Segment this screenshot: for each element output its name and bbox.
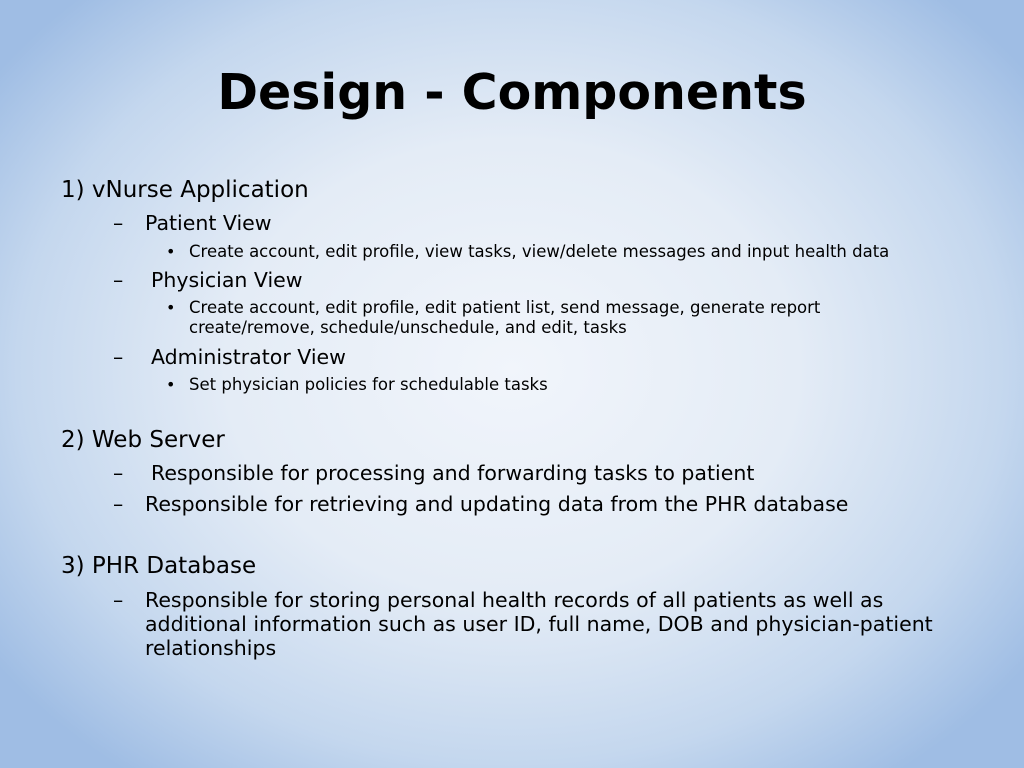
item-administrator-view: Administrator View — [151, 345, 346, 369]
section-heading-web-server: 2) Web Server — [61, 427, 225, 453]
patient-view-detail: Create account, edit profile, view tasks, view/delete messages and input health data — [189, 242, 890, 261]
slide-title: Design - Components — [217, 64, 807, 121]
bullet-marker: • — [166, 242, 176, 261]
item-retrieving-updating: Responsible for retrieving and updating data from the PHR database — [145, 492, 849, 516]
dash-marker: – — [113, 345, 124, 369]
dash-marker: – — [113, 492, 124, 516]
dash-marker: – — [113, 588, 124, 612]
item-storing-records: Responsible for storing personal health records of all patients as well as additional information such as user ID, full name, DOB and physician-patient relationships — [145, 588, 933, 660]
bullet-marker: • — [166, 298, 176, 317]
dash-marker: – — [113, 211, 124, 235]
dash-marker: – — [113, 461, 124, 485]
section-heading-phr-database: 3) PHR Database — [61, 553, 257, 579]
bullet-marker: • — [166, 375, 176, 394]
dash-marker: – — [113, 268, 124, 292]
item-physician-view: Physician View — [151, 268, 303, 292]
item-processing-forwarding: Responsible for processing and forwarding tasks to patient — [151, 461, 755, 485]
physician-view-detail: Create account, edit profile, edit patient list, send message, generate report create/remove, schedule/unschedule, and edit, tasks — [189, 298, 821, 337]
section-heading-vnurse-application: 1) vNurse Application — [61, 177, 309, 203]
administrator-view-detail: Set physician policies for schedulable tasks — [189, 375, 548, 394]
item-patient-view: Patient View — [145, 211, 272, 235]
